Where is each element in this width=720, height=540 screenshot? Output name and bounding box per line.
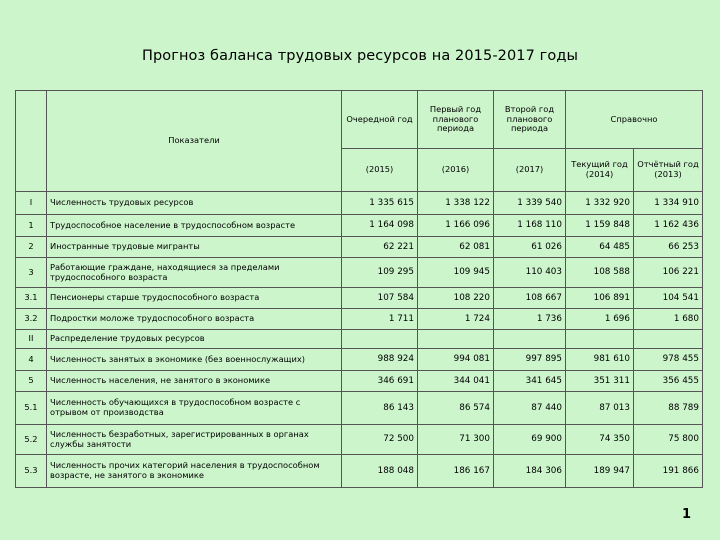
- header-col4: Текущий год (2014): [566, 149, 634, 192]
- row-value-v4: 1 159 848: [566, 215, 634, 237]
- row-value-v2: 1 724: [418, 309, 494, 330]
- row-label: Численность прочих категорий населения в трудоспособном возрасте, не занятого в экономике: [47, 455, 342, 488]
- row-value-v3: 87 440: [494, 392, 566, 425]
- table-row: [16, 288, 703, 309]
- row-value-v1: 1 335 615: [342, 192, 418, 215]
- row-label: Работающие граждане, находящиеся за пределами трудоспособного возраста: [47, 258, 342, 288]
- row-value-v5: 88 789: [634, 392, 703, 425]
- row-value-v5: 1 680: [634, 309, 703, 330]
- row-value-v1: 107 584: [342, 288, 418, 309]
- row-value-v2: 344 041: [418, 371, 494, 392]
- row-number: 5.3: [16, 455, 47, 488]
- table-row: [16, 330, 703, 349]
- table-row: [16, 455, 703, 488]
- row-value-v4: 106 891: [566, 288, 634, 309]
- row-label: Численность занятых в экономике (без военнослужащих): [47, 349, 342, 371]
- row-label: Численность безработных, зарегистрированных в органах службы занятости: [47, 425, 342, 455]
- row-value-v2: 71 300: [418, 425, 494, 455]
- table-row: [16, 309, 703, 330]
- row-value-v2: 186 167: [418, 455, 494, 488]
- row-value-v4: 351 311: [566, 371, 634, 392]
- row-number: 3.1: [16, 288, 47, 309]
- row-value-v5: 66 253: [634, 237, 703, 258]
- row-label: Пенсионеры старше трудоспособного возраста: [47, 288, 342, 309]
- row-value-v3: 184 306: [494, 455, 566, 488]
- row-value-v2: 62 081: [418, 237, 494, 258]
- row-value-v2: 994 081: [418, 349, 494, 371]
- header-year1: (2015): [342, 149, 418, 192]
- row-value-v5: 1 162 436: [634, 215, 703, 237]
- row-number: 1: [16, 215, 47, 237]
- row-value-v4: 1 696: [566, 309, 634, 330]
- header-col3: Второй год планового периода: [494, 91, 566, 149]
- row-value-v5: 75 800: [634, 425, 703, 455]
- row-value-v3: 1 736: [494, 309, 566, 330]
- row-value-v4: 981 610: [566, 349, 634, 371]
- row-value-v1: 346 691: [342, 371, 418, 392]
- row-value-v1: 988 924: [342, 349, 418, 371]
- row-value-v1: 1 711: [342, 309, 418, 330]
- row-value-v5: 106 221: [634, 258, 703, 288]
- row-value-v5: 1 334 910: [634, 192, 703, 215]
- row-value-v2: 86 574: [418, 392, 494, 425]
- row-number: 3: [16, 258, 47, 288]
- header-indicators: Показатели: [47, 91, 342, 192]
- table-row: [16, 237, 703, 258]
- row-value-v1: 86 143: [342, 392, 418, 425]
- row-value-v1: 1 164 098: [342, 215, 418, 237]
- row-value-v3: 341 645: [494, 371, 566, 392]
- table-row: [16, 258, 703, 288]
- header-col1: Очередной год: [342, 91, 418, 149]
- row-number: 4: [16, 349, 47, 371]
- row-number: I: [16, 192, 47, 215]
- row-value-v4: 64 485: [566, 237, 634, 258]
- row-label: Подростки моложе трудоспособного возраста: [47, 309, 342, 330]
- row-label: Иностранные трудовые мигранты: [47, 237, 342, 258]
- row-value-v3: 110 403: [494, 258, 566, 288]
- labor-balance-table: [15, 90, 703, 488]
- row-value-v4: 1 332 920: [566, 192, 634, 215]
- row-label: Распределение трудовых ресурсов: [47, 330, 342, 349]
- row-value-v2: 1 166 096: [418, 215, 494, 237]
- row-number: 5.2: [16, 425, 47, 455]
- header-col2: Первый год планового периода: [418, 91, 494, 149]
- table-row: [16, 215, 703, 237]
- row-value-v1: 72 500: [342, 425, 418, 455]
- row-value-v4: 87 013: [566, 392, 634, 425]
- row-number: 5.1: [16, 392, 47, 425]
- row-value-v1: 109 295: [342, 258, 418, 288]
- row-value-v4: [566, 330, 634, 349]
- row-value-v5: [634, 330, 703, 349]
- header-year2: (2016): [418, 149, 494, 192]
- table-row: [16, 371, 703, 392]
- row-value-v4: 189 947: [566, 455, 634, 488]
- row-value-v2: [418, 330, 494, 349]
- row-value-v2: 109 945: [418, 258, 494, 288]
- header-year3: (2017): [494, 149, 566, 192]
- row-number: 2: [16, 237, 47, 258]
- table-row: [16, 392, 703, 425]
- row-value-v4: 108 588: [566, 258, 634, 288]
- header-num-cell: [16, 91, 47, 192]
- row-value-v2: 108 220: [418, 288, 494, 309]
- row-label: Трудоспособное население в трудоспособном возрасте: [47, 215, 342, 237]
- row-value-v4: 74 350: [566, 425, 634, 455]
- row-label: Численность обучающихся в трудоспособном возрасте с отрывом от производства: [47, 392, 342, 425]
- row-value-v1: 62 221: [342, 237, 418, 258]
- row-value-v5: 191 866: [634, 455, 703, 488]
- row-label: Численность трудовых ресурсов: [47, 192, 342, 215]
- table-row: [16, 192, 703, 215]
- row-label: Численность населения, не занятого в экономике: [47, 371, 342, 392]
- row-value-v1: [342, 330, 418, 349]
- row-value-v5: 104 541: [634, 288, 703, 309]
- row-number: II: [16, 330, 47, 349]
- row-value-v5: 978 455: [634, 349, 703, 371]
- row-value-v3: 997 895: [494, 349, 566, 371]
- row-value-v3: 61 026: [494, 237, 566, 258]
- row-number: 5: [16, 371, 47, 392]
- row-number: 3.2: [16, 309, 47, 330]
- row-value-v1: 188 048: [342, 455, 418, 488]
- row-value-v3: 1 168 110: [494, 215, 566, 237]
- row-value-v2: 1 338 122: [418, 192, 494, 215]
- row-value-v5: 356 455: [634, 371, 703, 392]
- page-number: 1: [682, 507, 692, 522]
- header-reference: Справочно: [566, 91, 703, 149]
- row-value-v3: 108 667: [494, 288, 566, 309]
- table-row: [16, 425, 703, 455]
- page-title: Прогноз баланса трудовых ресурсов на 2015-2017 годы: [141, 48, 579, 64]
- table-row: [16, 349, 703, 371]
- row-value-v3: 1 339 540: [494, 192, 566, 215]
- row-value-v3: 69 900: [494, 425, 566, 455]
- row-value-v3: [494, 330, 566, 349]
- header-col5: Отчётный год (2013): [634, 149, 703, 192]
